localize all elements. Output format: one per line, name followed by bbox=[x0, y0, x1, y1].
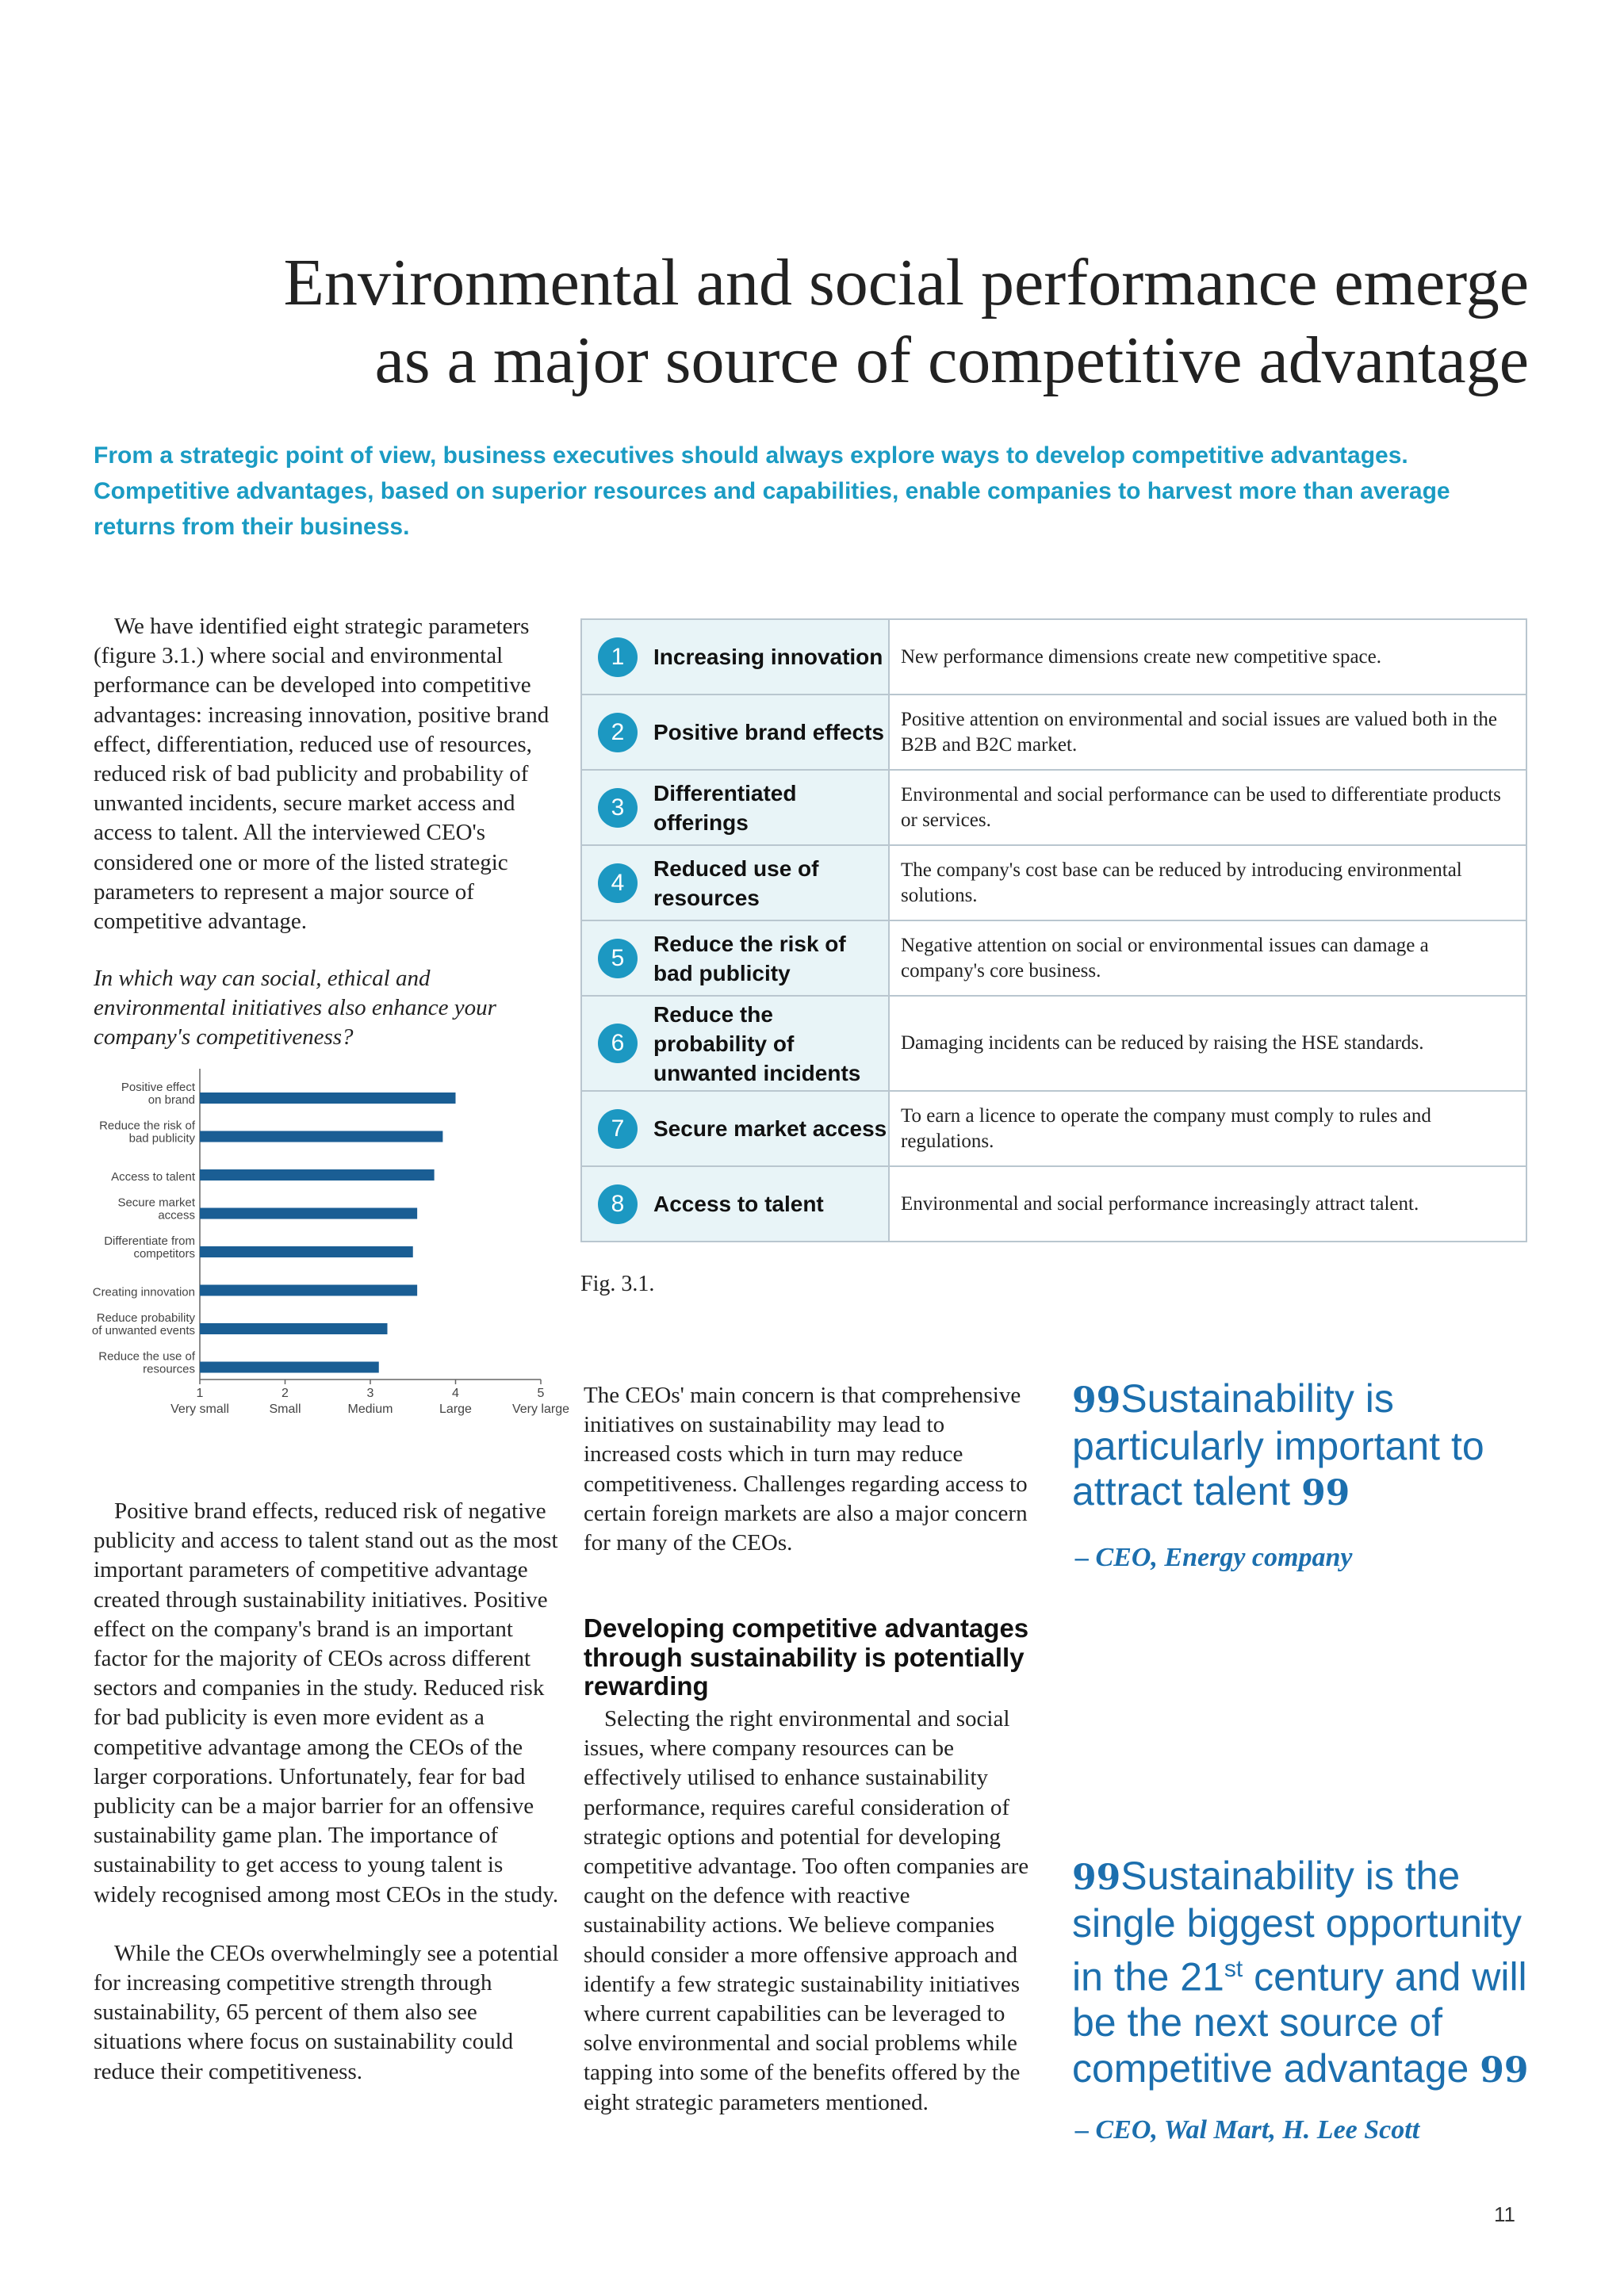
table-row bbox=[581, 996, 1526, 1091]
chart-bar bbox=[200, 1169, 435, 1181]
chart-bar bbox=[200, 1208, 417, 1219]
parameter-description: The company's cost base can be reduced by introducing environmental solutions. bbox=[889, 845, 1526, 920]
chart-category-label-line: Access to talent bbox=[111, 1170, 195, 1184]
lead-line-1: From a strategic point of view, business executives should always explore ways to develop competitive advantages. bbox=[94, 442, 1408, 469]
parameter-cell bbox=[581, 770, 889, 845]
chart-category-label-line: access bbox=[158, 1208, 195, 1223]
chart-tick-number: 2 bbox=[282, 1387, 289, 1400]
paragraph-ceo-concern: The CEOs' main concern is that comprehensive initiatives on sustainability may lead to increased costs which in turn may reduce competitiveness. Challenges regarding access to certain foreign markets are also a major concern for many of the CEOs. bbox=[584, 1383, 1028, 1556]
parameter-name: Reduce the probability of unwanted incidents bbox=[653, 1001, 861, 1085]
close-quote-icon: 99 bbox=[1480, 2049, 1529, 2091]
paragraph-brand-effects: Positive brand effects, reduced risk of negative publicity and access to talent stand out as the most important parameters of competitive advantage created through sustainability initiatives. Positive effect on the company's brand is an important factor for the majority of CEOs across different sectors and companies in the study. Reduced risk for bad publicity is even more evident as a competitive advantage among the CEOs of the larger corporations. Unfortunately, fear for bad publicity can be a major barrier for an offensive sustainability game plan. The importance of sustainability to get access to young talent is widely recognised among most CEOs in the study. bbox=[94, 1498, 559, 1908]
parameter-name: Increasing innovation bbox=[653, 645, 883, 669]
table-row bbox=[581, 845, 1526, 920]
parameter-cell bbox=[581, 1091, 889, 1166]
chart-category-label-line: resources bbox=[143, 1362, 195, 1376]
chart-tick-label: Very small bbox=[170, 1402, 229, 1416]
chart-category-label-line: bad publicity bbox=[128, 1131, 195, 1146]
quote-text: Sustainability is particularly important to attract talent bbox=[1072, 1376, 1484, 1513]
chart-category-label bbox=[99, 1119, 196, 1146]
chart-category-label-line: Reduce probability bbox=[96, 1311, 195, 1325]
close-quote-icon: 99 bbox=[1301, 1473, 1350, 1513]
chart-category-label bbox=[111, 1170, 196, 1184]
parameter-cell bbox=[581, 695, 889, 770]
parameter-cell bbox=[581, 920, 889, 996]
chart-category-label-line: Reduce the use of bbox=[98, 1349, 195, 1364]
chart-tick-number: 4 bbox=[452, 1387, 459, 1400]
parameter-name: Positive brand effects bbox=[653, 720, 884, 744]
chart-category-label bbox=[98, 1350, 196, 1376]
strategic-parameters-table bbox=[580, 618, 1527, 1242]
parameter-description: To earn a licence to operate the company must comply to rules and regulations. bbox=[889, 1091, 1526, 1166]
title-line-2: as a major source of competitive advantage bbox=[374, 323, 1529, 397]
intro-text: We have identified eight strategic parameters (figure 3.1.) where social and environmental performance can be developed into competitive advantages: increasing innovation, positive brand effect, differentiation, reduced use of resources, reduced risk of bad publicity and probability of unwanted incidents, secure market access and access to talent. All the interviewed CEO's considered one or more of the listed strategic parameters to represent a major source of competitive advantage. bbox=[94, 614, 550, 935]
chart-tick-number: 1 bbox=[196, 1387, 204, 1400]
parameter-name: Reduce the risk of bad publicity bbox=[653, 931, 846, 985]
quote-superscript: st bbox=[1224, 1956, 1243, 1982]
lead-paragraph bbox=[94, 438, 1537, 545]
chart-category-label-line: on brand bbox=[147, 1093, 195, 1107]
table-row bbox=[581, 619, 1526, 695]
title-line-1: Environmental and social performance emerge bbox=[283, 246, 1529, 320]
parameter-number-badge: 8 bbox=[598, 1184, 638, 1224]
chart-tick-label: Large bbox=[439, 1402, 472, 1416]
lead-line-2: Competitive advantages, based on superior resources and capabilities, enable companies to harvest more than average bbox=[94, 478, 1450, 504]
lead-line-3: returns from their business. bbox=[94, 514, 410, 540]
parameter-cell bbox=[581, 996, 889, 1091]
quote-attribution: – CEO, Energy company bbox=[1075, 1543, 1353, 1572]
paragraph-selecting-issues: Selecting the right environmental and social issues, where company resources can be effectively utilised to enhance sustainability performance, requires careful consideration of strategic options and potential for developing competitive advantage. Too often companies are caught on the defence with reactive sustainability actions. We believe companies should consider a more offensive approach and identify a few strategic sustainability initiatives where current capabilities can be leveraged to solve environmental and social problems while tapping into some of the benefits offered by the eight strategic parameters mentioned. bbox=[584, 1706, 1029, 2115]
chart-tick-label: Very large bbox=[511, 1402, 570, 1416]
figure-caption: Fig. 3.1. bbox=[580, 1272, 655, 1296]
parameter-number-badge: 7 bbox=[598, 1109, 638, 1149]
parameter-cell bbox=[581, 1166, 889, 1242]
parameter-description: Positive attention on environmental and social issues are valued both in the B2B and B2C market. bbox=[889, 695, 1526, 770]
parameter-number-badge: 1 bbox=[598, 637, 638, 677]
table-row bbox=[581, 1166, 1526, 1242]
bar-chart bbox=[76, 1069, 570, 1433]
parameter-description: Environmental and social performance can be used to differentiate products or services. bbox=[889, 770, 1526, 845]
parameter-name: Reduced use of resources bbox=[653, 855, 819, 910]
chart-category-label-line: of unwanted events bbox=[91, 1324, 195, 1337]
parameter-name: Secure market access bbox=[653, 1116, 887, 1141]
parameter-name: Differentiated offerings bbox=[653, 780, 797, 835]
table-row bbox=[581, 770, 1526, 845]
column-2-body-bottom bbox=[584, 1705, 1036, 2118]
parameter-description: New performance dimensions create new competitive space. bbox=[889, 619, 1526, 695]
column-2-body-top bbox=[584, 1381, 1036, 1558]
chart-bar bbox=[200, 1323, 388, 1334]
parameter-number-badge: 4 bbox=[598, 863, 638, 903]
parameter-cell bbox=[581, 619, 889, 695]
parameter-number-badge: 5 bbox=[598, 939, 638, 978]
quote-text: Sustainability is the single biggest opportunity in the 21 bbox=[1072, 1854, 1522, 1999]
chart-category-label-line: Creating innovation bbox=[92, 1285, 195, 1299]
parameter-number-badge: 6 bbox=[598, 1024, 638, 1063]
chart-bar bbox=[200, 1246, 413, 1257]
chart-bar bbox=[200, 1093, 456, 1104]
pull-quote-opportunity bbox=[1072, 1854, 1548, 2093]
quote-text-continued: century and will be the next source of competitive advantage bbox=[1072, 1954, 1527, 2091]
parameter-description: Negative attention on social or environmental issues can damage a company's core business. bbox=[889, 920, 1526, 996]
chart-tick-label: Small bbox=[269, 1402, 301, 1416]
parameter-description: Damaging incidents can be reduced by raising the HSE standards. bbox=[889, 996, 1526, 1091]
chart-category-label-line: Reduce the risk of bbox=[99, 1119, 195, 1133]
page-title bbox=[141, 244, 1529, 400]
chart-category-label-line: Positive effect bbox=[121, 1081, 195, 1094]
column-1-body bbox=[94, 1497, 561, 2087]
parameter-description: Environmental and social performance increasingly attract talent. bbox=[889, 1166, 1526, 1242]
page-number: 11 bbox=[1494, 2202, 1515, 2226]
chart-bar bbox=[200, 1362, 379, 1373]
chart-bar bbox=[200, 1285, 417, 1296]
pull-quote-talent bbox=[1072, 1376, 1532, 1517]
chart-category-label-line: Differentiate from bbox=[104, 1234, 195, 1248]
paragraph-competitiveness: While the CEOs overwhelmingly see a potential for increasing competitive strength through sustainability, 65 percent of them also see situations where focus on sustainability could reduce their competitiveness. bbox=[94, 1940, 559, 2084]
chart-category-label-line: Secure market bbox=[117, 1196, 195, 1210]
chart-category-label bbox=[117, 1196, 195, 1223]
survey-question bbox=[94, 964, 561, 1053]
chart-category-label bbox=[121, 1081, 196, 1107]
table-row bbox=[581, 920, 1526, 996]
chart-bar bbox=[200, 1131, 442, 1142]
quote-attribution: – CEO, Wal Mart, H. Lee Scott bbox=[1075, 2115, 1420, 2145]
chart-tick-number: 3 bbox=[366, 1387, 374, 1400]
chart-category-label bbox=[93, 1286, 195, 1299]
question-text: In which way can social, ethical and environmental initiatives also enhance your company's competitiveness? bbox=[94, 966, 496, 1050]
intro-paragraph bbox=[94, 612, 561, 936]
chart-category-label-line: competitors bbox=[133, 1247, 195, 1261]
parameter-name: Access to talent bbox=[653, 1192, 824, 1216]
parameter-number-badge: 2 bbox=[598, 713, 638, 752]
parameter-number-badge: 3 bbox=[598, 788, 638, 828]
open-quote-icon: 99 bbox=[1072, 1858, 1121, 1898]
paragraph-spacer bbox=[94, 1910, 561, 1939]
chart-category-label bbox=[92, 1311, 196, 1337]
chart-tick-label: Medium bbox=[347, 1402, 393, 1416]
open-quote-icon: 99 bbox=[1072, 1380, 1121, 1421]
section-heading: Developing competitive advantages through sustainability is potentially rewarding bbox=[584, 1613, 1029, 1701]
chart-tick-number: 5 bbox=[537, 1387, 545, 1400]
chart-category-label bbox=[104, 1234, 195, 1261]
table-row bbox=[581, 695, 1526, 770]
table-row bbox=[581, 1091, 1526, 1166]
parameter-cell bbox=[581, 845, 889, 920]
